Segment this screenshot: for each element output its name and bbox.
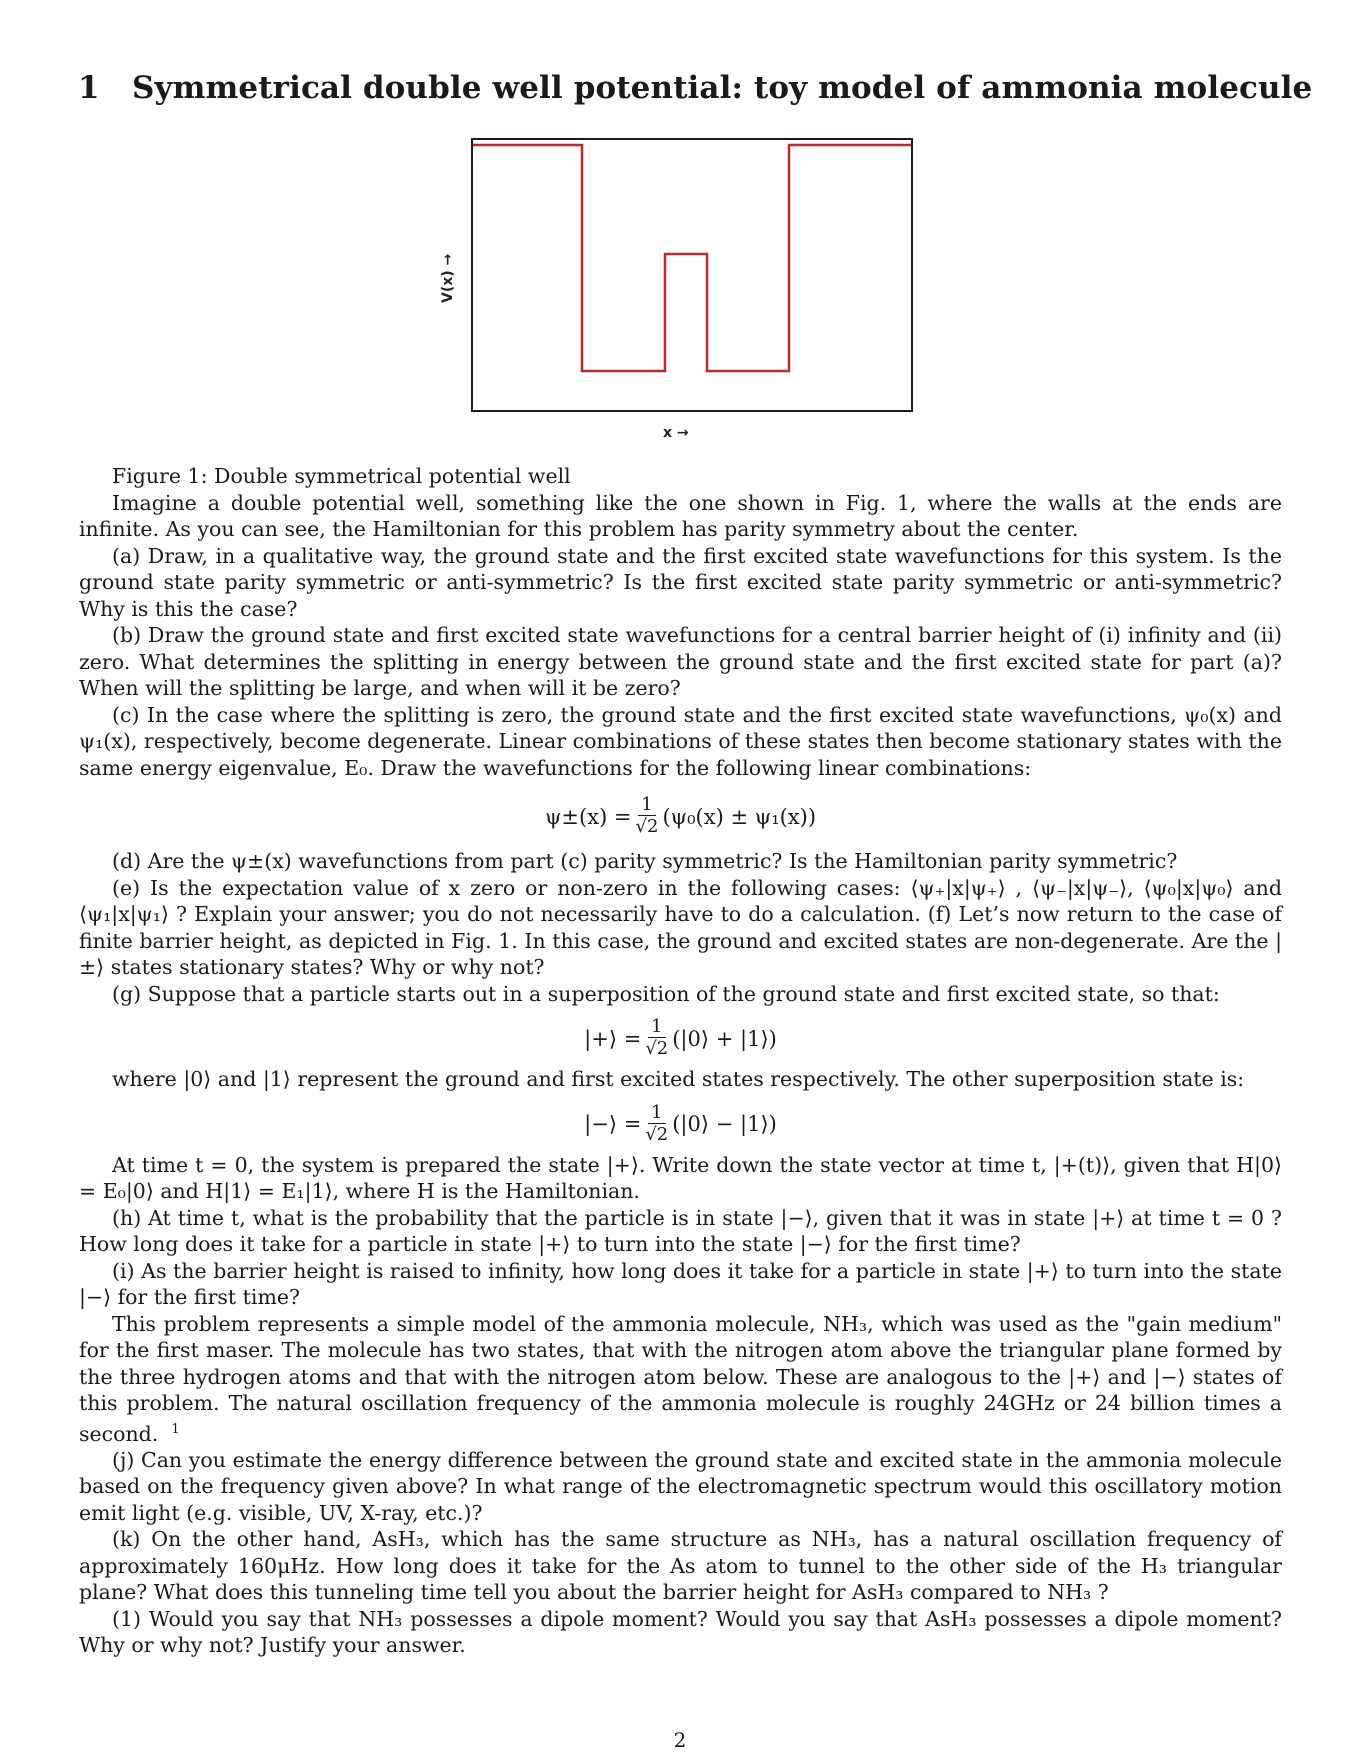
part-l: (1) Would you say that NH₃ possesses a dipole moment? Would you say that AsH₃ possesses a dipole moment? Why or why not? Justify your answer. xyxy=(79,1606,1282,1658)
eq2-numerator: 1 xyxy=(648,1017,665,1038)
part-g: (g) Suppose that a particle starts out in a superposition of the ground state and first excited state, so that: xyxy=(112,981,1220,1006)
equation-minus-state xyxy=(79,1103,1282,1146)
part-h: (h) At time t, what is the probability that the particle is in state |−⟩, given that it was in state |+⟩ at time t = 0 ? How long does it take for a particle in state |+⟩ to turn into the state |−⟩ for the first time? xyxy=(79,1205,1282,1256)
section-heading xyxy=(78,70,1312,106)
footnote-mark: 1 xyxy=(171,1421,180,1437)
problem-text xyxy=(79,463,1282,1659)
eq1-rhs: (ψ₀(x) ± ψ₁(x)) xyxy=(662,804,817,829)
eq1-lhs: ψ±(x) = xyxy=(544,804,632,829)
plot-frame xyxy=(472,139,912,411)
eq1-fraction xyxy=(636,795,659,838)
figure-caption: Figure 1: Double symmetrical potential well xyxy=(112,464,571,488)
eq2-lhs: |+⟩ = xyxy=(584,1026,642,1051)
figure-1 xyxy=(470,137,920,412)
part-c: (c) In the case where the splitting is zero, the ground state and the first excited state wavefunctions, ψ₀(x) and ψ₁(x), respectively, become degenerate. Linear combinations of these states then become stationary states with the same energy eigenvalue, E₀. Draw the wavefunctions for the following linear combinations: xyxy=(79,702,1282,780)
part-j: (j) Can you estimate the energy difference between the ground state and excited state in the ammonia molecule based on the frequency given above? In what range of the electromagnetic spectrum would this oscillatory motion emit light (e.g. visible, UV, X-ray, etc.)? xyxy=(79,1447,1282,1525)
equation-psi-pm xyxy=(79,795,1282,838)
x-axis-label: x → xyxy=(663,425,689,441)
eq2-fraction xyxy=(645,1017,668,1060)
x-axis-label-box xyxy=(663,421,723,443)
eq1-denominator: √2 xyxy=(635,816,659,837)
time-evolution-paragraph: At time t = 0, the system is prepared the state |+⟩. Write down the state vector at time t, |+(t)⟩, given that H|0⟩ = E₀|0⟩ and H|1⟩ = E₁|1⟩, where H is the Hamiltonian. xyxy=(79,1152,1282,1203)
eq3-denominator: √2 xyxy=(645,1123,669,1145)
part-b: (b) Draw the ground state and first excited state wavefunctions for a central barrier height of (i) infinity and (ii) zero. What determines the splitting in energy between the ground state and the first excited state for part (a)? When will the splitting be large, and when will it be zero? xyxy=(79,623,1282,700)
y-axis-label-box xyxy=(433,245,463,305)
potential-curve xyxy=(473,145,911,371)
part-a: (a) Draw, in a qualitative way, the ground state and the first excited state wavefunctions for this system. Is the ground state parity symmetric or anti-symmetric? Is the first excited state parity symmetric or anti-symmetric? Why is this the case? xyxy=(79,543,1282,621)
page-number: 2 xyxy=(673,1728,687,1752)
ammonia-text: This problem represents a simple model of the ammonia molecule, NH₃, which was used as the "gain medium" for the first maser. The molecule has two states, that with the nitrogen atom above the triangular plane formed by the three hydrogen atoms and that with the nitrogen atom below. These are analogous to the |+⟩ and |−⟩ states of this problem. The natural oscillation frequency of the ammonia molecule is roughly 24GHz or 24 billion times a second. xyxy=(79,1311,1282,1446)
where-paragraph: where |0⟩ and |1⟩ represent the ground and first excited states respectively. The other superposition state is: xyxy=(112,1067,1245,1091)
eq1-numerator: 1 xyxy=(638,795,655,816)
eq3-fraction xyxy=(645,1103,668,1146)
ammonia-paragraph xyxy=(79,1311,1282,1447)
eq3-rhs: (|0⟩ − |1⟩) xyxy=(672,1112,777,1136)
part-d: (d) Are the ψ±(x) wavefunctions from part (c) parity symmetric? Is the Hamiltonian parity symmetric? xyxy=(112,849,1178,873)
potential-well-plot xyxy=(470,137,920,412)
part-e-f: (e) Is the expectation value of x zero or non-zero in the following cases: ⟨ψ₊|x|ψ₊⟩ , ⟨ψ₋|x|ψ₋⟩, ⟨ψ₀|x|ψ₀⟩ and ⟨ψ₁|x|ψ₁⟩ ? Explain your answer; you do not necessarily have to do a calculation. (f) Let’s now return to the case of finite barrier height, as depicted in Fig. 1. In this case, the ground and excited states are non-degenerate. Are the |±⟩ states stationary states? Why or why not? xyxy=(79,875,1282,979)
eq3-lhs: |−⟩ = xyxy=(584,1112,642,1136)
eq2-denominator: √2 xyxy=(645,1038,669,1059)
eq3-numerator: 1 xyxy=(648,1103,665,1124)
section-title: Symmetrical double well potential: toy model of ammonia molecule xyxy=(132,70,1313,106)
eq2-rhs: (|0⟩ + |1⟩) xyxy=(672,1026,777,1051)
equation-plus-state xyxy=(79,1017,1282,1060)
part-i: (i) As the barrier height is raised to infinity, how long does it take for a particle in state |+⟩ to turn into the state |−⟩ for the first time? xyxy=(79,1258,1282,1309)
part-k: (k) On the other hand, AsH₃, which has the same structure as NH₃, has a natural oscillation frequency of approximately 160μHz. How long does it take for the As atom to tunnel to the other side of the H₃ triangular plane? What does this tunneling time tell you about the barrier height for AsH₃ compared to NH₃ ? xyxy=(79,1527,1282,1605)
section-number: 1 xyxy=(78,70,100,106)
intro-paragraph: Imagine a double potential well, something like the one shown in Fig. 1, where the walls at the ends are infinite. As you can see, the Hamiltonian for this problem has parity symmetry about the center. xyxy=(79,490,1282,541)
y-axis-label: V(x) → xyxy=(440,253,456,303)
